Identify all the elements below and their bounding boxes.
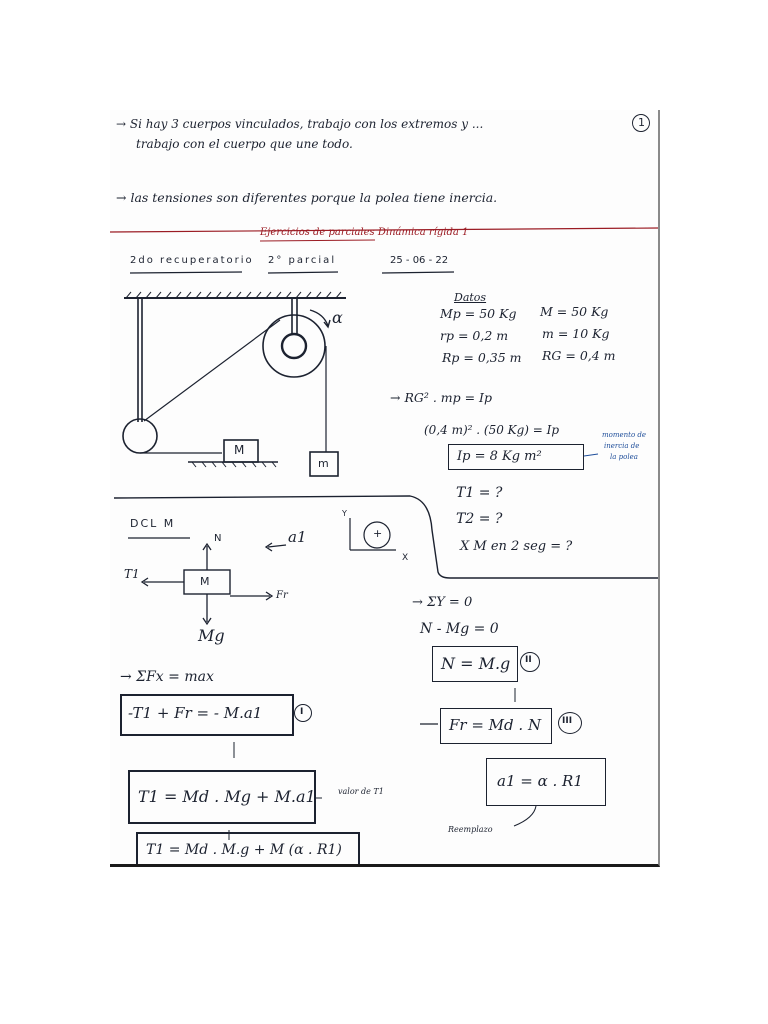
partial-label: 2° parcial — [268, 255, 337, 266]
unknown-X: X M en 2 seg = ? — [460, 539, 573, 554]
axis-x-label: X — [402, 553, 409, 563]
inertia-result-box: Ip = 8 Kg m² — [448, 444, 584, 470]
title-underline — [260, 240, 375, 241]
ropes — [140, 320, 326, 453]
sum-x-eq: → ΣFx = max — [120, 669, 214, 685]
t1-eq2-box: T1 = Md . M.g + M (α . R1) — [136, 832, 360, 867]
replace-note: Reemplazo — [448, 825, 493, 834]
dcl-title: DCL M — [130, 517, 176, 530]
partial-underline — [268, 272, 338, 273]
inertia-formula: → RG² . mp = Ip — [390, 390, 492, 405]
sum-y-eq: → ΣY = 0 — [412, 595, 473, 610]
eq-tag-III: III — [558, 712, 582, 734]
exam-date: 25 - 06 - 22 — [390, 255, 449, 266]
inertia-note-2: inercia de — [604, 442, 640, 450]
force-friction-label: Fr — [276, 590, 288, 601]
unknown-T1: T1 = ? — [456, 485, 503, 501]
block-M-label: M — [234, 443, 245, 457]
data-m: m = 10 Kg — [542, 326, 610, 341]
note-line-2: trabajo con el cuerpo que une todo. — [136, 137, 353, 151]
friction-eq-box: Fr = Md . N — [440, 708, 552, 744]
note-line-1: → Si hay 3 cuerpos vinculados, trabajo con los extremos y ... — [116, 117, 484, 131]
block-m-label: m — [318, 457, 329, 470]
positive-sign: + — [373, 527, 383, 540]
axis-y-label: Y — [342, 509, 347, 518]
ceiling — [124, 292, 346, 298]
date-underline — [382, 272, 454, 273]
exercise-title: Ejercicios de parciales Dinámica rígida 1 — [260, 227, 469, 238]
handwritten-lines-layer — [110, 110, 658, 864]
exam-label: 2do recuperatorio — [130, 255, 254, 266]
data-Rp: Rp = 0,35 m — [442, 350, 522, 365]
section-divider — [114, 496, 658, 581]
eq-tag-II: II — [520, 652, 540, 672]
t1-value-note: valor de T1 — [338, 787, 384, 796]
eq-tag-I: I — [294, 704, 312, 722]
normal-eq-box: N = M.g — [432, 646, 518, 682]
notebook-page — [110, 110, 660, 867]
inertia-note-3: la polea — [610, 453, 638, 461]
exam-underline — [130, 272, 242, 273]
unknown-T2: T2 = ? — [456, 511, 503, 527]
dcl-block-label: M — [200, 575, 210, 588]
force-normal-label: N — [214, 533, 222, 544]
eq-I-box: -T1 + Fr = - M.a1 — [120, 694, 294, 736]
small-pulley — [123, 298, 157, 453]
n-mg-eq: N - Mg = 0 — [420, 621, 499, 637]
t1-eq-box: T1 = Md . Mg + M.a1 — [128, 770, 316, 824]
force-arrows — [142, 543, 286, 624]
acceleration-label: a1 — [288, 528, 307, 546]
force-weight-label: Mg — [198, 626, 225, 645]
data-RG: RG = 0,4 m — [542, 348, 616, 363]
force-tension-label: T1 — [124, 567, 140, 581]
inertia-note-1: momento de — [602, 431, 647, 439]
circled-number: 1 — [632, 114, 650, 132]
alpha-label: α — [332, 308, 343, 327]
data-mp: Mp = 50 Kg — [440, 306, 517, 321]
data-rp: rp = 0,2 m — [440, 328, 509, 343]
accel-eq-box: a1 = α . R1 — [486, 758, 606, 806]
note-line-3: → las tensiones son diferentes porque la polea tiene inercia. — [116, 190, 498, 205]
data-heading: Datos — [454, 291, 487, 304]
data-M: M = 50 Kg — [540, 304, 609, 319]
inertia-substitution: (0,4 m)² . (50 Kg) = Ip — [424, 423, 560, 437]
big-pulley — [263, 298, 325, 377]
